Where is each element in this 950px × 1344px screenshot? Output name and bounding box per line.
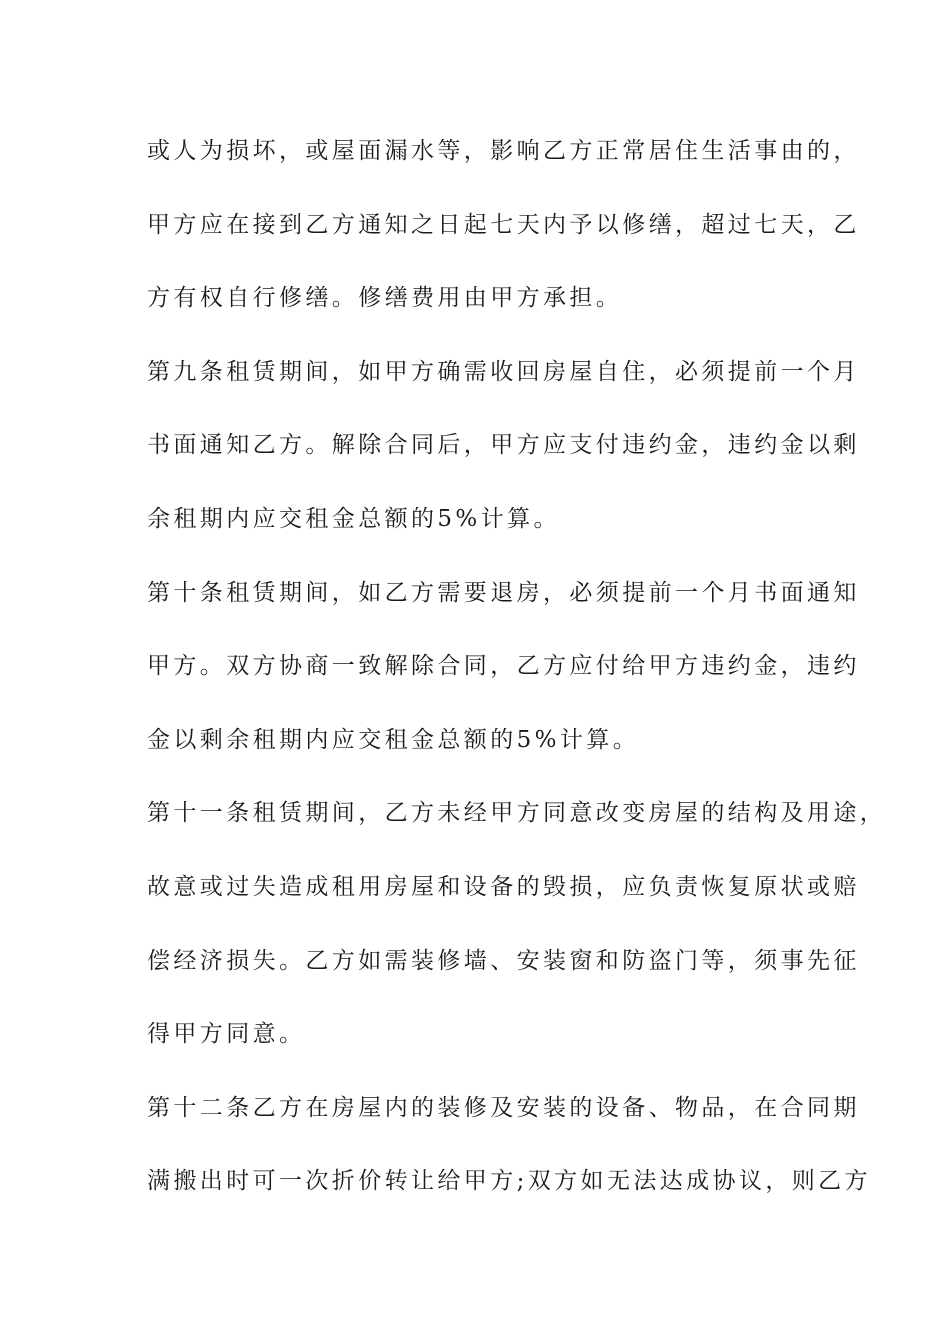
- text-line: 第九条租赁期间，如甲方确需收回房屋自住，必须提前一个月: [147, 358, 860, 385]
- contract-text: [147, 128, 887, 1232]
- text-line: 余租期内应交租金总额的5%计算。: [147, 505, 560, 532]
- text-line: 满搬出时可一次折价转让给甲方;双方如无法达成协议，则乙方: [147, 1168, 871, 1195]
- text-line: 第十一条租赁期间，乙方未经甲方同意改变房屋的结构及用途，: [147, 800, 887, 827]
- text-line: 第十条租赁期间，如乙方需要退房，必须提前一个月书面通知: [147, 579, 860, 606]
- text-line: 金以剩余租期内应交租金总额的5%计算。: [147, 726, 640, 753]
- text-line: 故意或过失造成租用房屋和设备的毁损，应负责恢复原状或赔: [147, 873, 860, 900]
- text-line: 第十二条乙方在房屋内的装修及安装的设备、物品，在合同期: [147, 1094, 860, 1121]
- text-line: 或人为损坏，或屋面漏水等，影响乙方正常居住生活事由的，: [147, 138, 860, 164]
- text-line: 书面通知乙方。解除合同后，甲方应支付违约金，违约金以剩: [147, 432, 860, 459]
- text-line: 甲方应在接到乙方通知之日起七天内予以修缮，超过七天，乙: [147, 211, 860, 238]
- text-line: 方有权自行修缮。修缮费用由甲方承担。: [147, 285, 623, 312]
- text-line: 甲方。双方协商一致解除合同，乙方应付给甲方违约金，违约: [147, 653, 860, 680]
- text-line: 偿经济损失。乙方如需装修墙、安装窗和防盗门等，须事先征: [147, 947, 860, 974]
- text-line: 得甲方同意。: [147, 1021, 306, 1048]
